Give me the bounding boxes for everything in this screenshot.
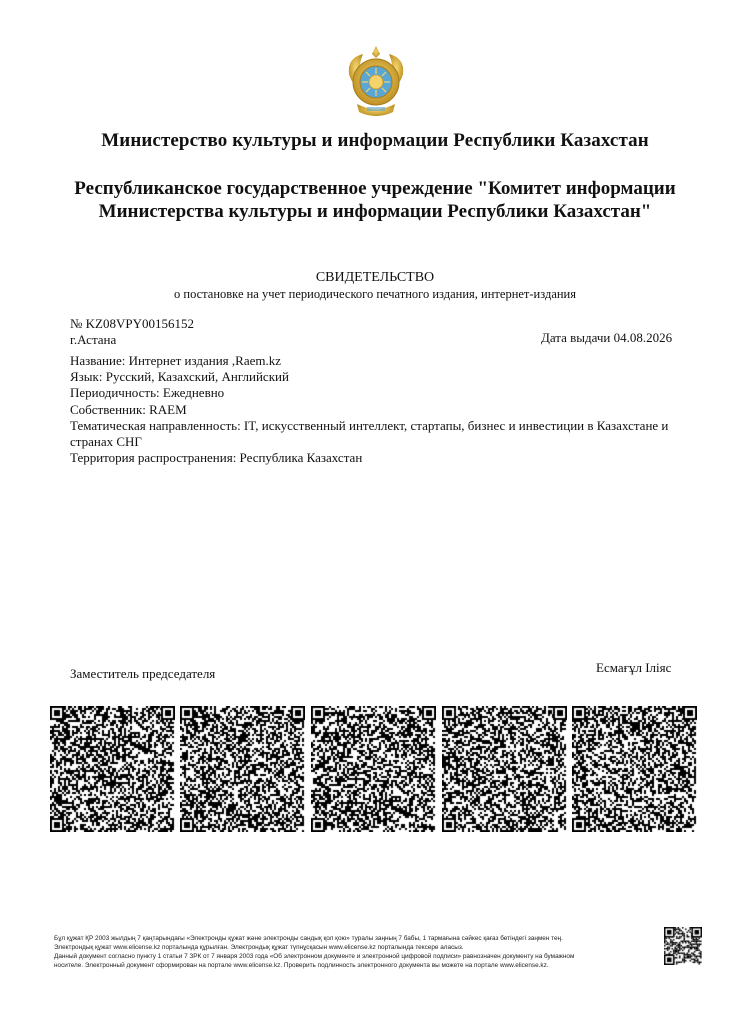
certificate-number: № KZ08VPY00156152: [70, 316, 194, 331]
certificate-subtitle: о постановке на учет периодического печатного издания, интернет-издания: [174, 287, 576, 301]
qr-code: [442, 706, 567, 832]
footer-line: носителе. Электронный документ сформирован на портале www.elicense.kz. Проверить подлинность электронного документа вы можете на портале www.elicense.kz.: [54, 962, 549, 969]
signer-name: Есмағұл Іліяс: [596, 660, 672, 675]
field-territory: Территория распространения: Республика Казахстан: [70, 450, 363, 466]
field-periodicity: Периодичность: Ежедневно: [70, 385, 225, 401]
verification-qr-code: [664, 927, 702, 965]
signer-position: Заместитель председателя: [70, 666, 216, 681]
field-name: Название: Интернет издания ,Raem.kz: [70, 353, 282, 368]
registration-fields: [70, 353, 690, 466]
field-topics: Тематическая направленность: IT, искусственный интеллект, стартапы, бизнес и инвестиции в Казахстане и странах СНГ: [70, 417, 669, 450]
qr-code: [311, 706, 436, 832]
qr-code: [50, 706, 175, 832]
committee-title: Республиканское государственное учреждение "Комитет информации Министерства культуры и информации Республики Казахстан": [74, 178, 676, 222]
field-language: Язык: Русский, Казахский, Английский: [70, 369, 289, 385]
footer-line: Бұл құжат ҚР 2003 жылдың 7 қаңтарындағы «Электронды құжат және электронды сандық қол қою» туралы заңның 7 бабы, 1 тармағына сәйкес қағаз бетіндегі заңмен тең.: [54, 935, 563, 942]
field-owner: Собственник: RAEM: [70, 401, 187, 417]
legal-footer: [54, 934, 654, 970]
certificate-title: СВИДЕТЕЛЬСТВО: [315, 270, 435, 285]
qr-code: [180, 706, 305, 832]
footer-line: Электрондық құжат www.elicense.kz порталында құрылған. Электрондық құжат түпнұсқасын www.elicense.kz порталында тексере аласыз.: [54, 944, 464, 951]
state-emblem-icon: [343, 44, 409, 120]
ministry-title: Министерство культуры и информации Республики Казахстан: [101, 130, 649, 151]
qr-code: [572, 706, 697, 832]
footer-line: Данный документ согласно пункту 1 статьи 7 ЗРК от 7 января 2003 года «Об электронном документе и электронной цифровой подписи» равнозначен документу на бумажном: [54, 953, 575, 960]
qr-code-strip: [50, 706, 700, 834]
issue-date: Дата выдачи 04.08.2026: [541, 330, 673, 345]
issue-city: г.Астана: [70, 332, 117, 347]
